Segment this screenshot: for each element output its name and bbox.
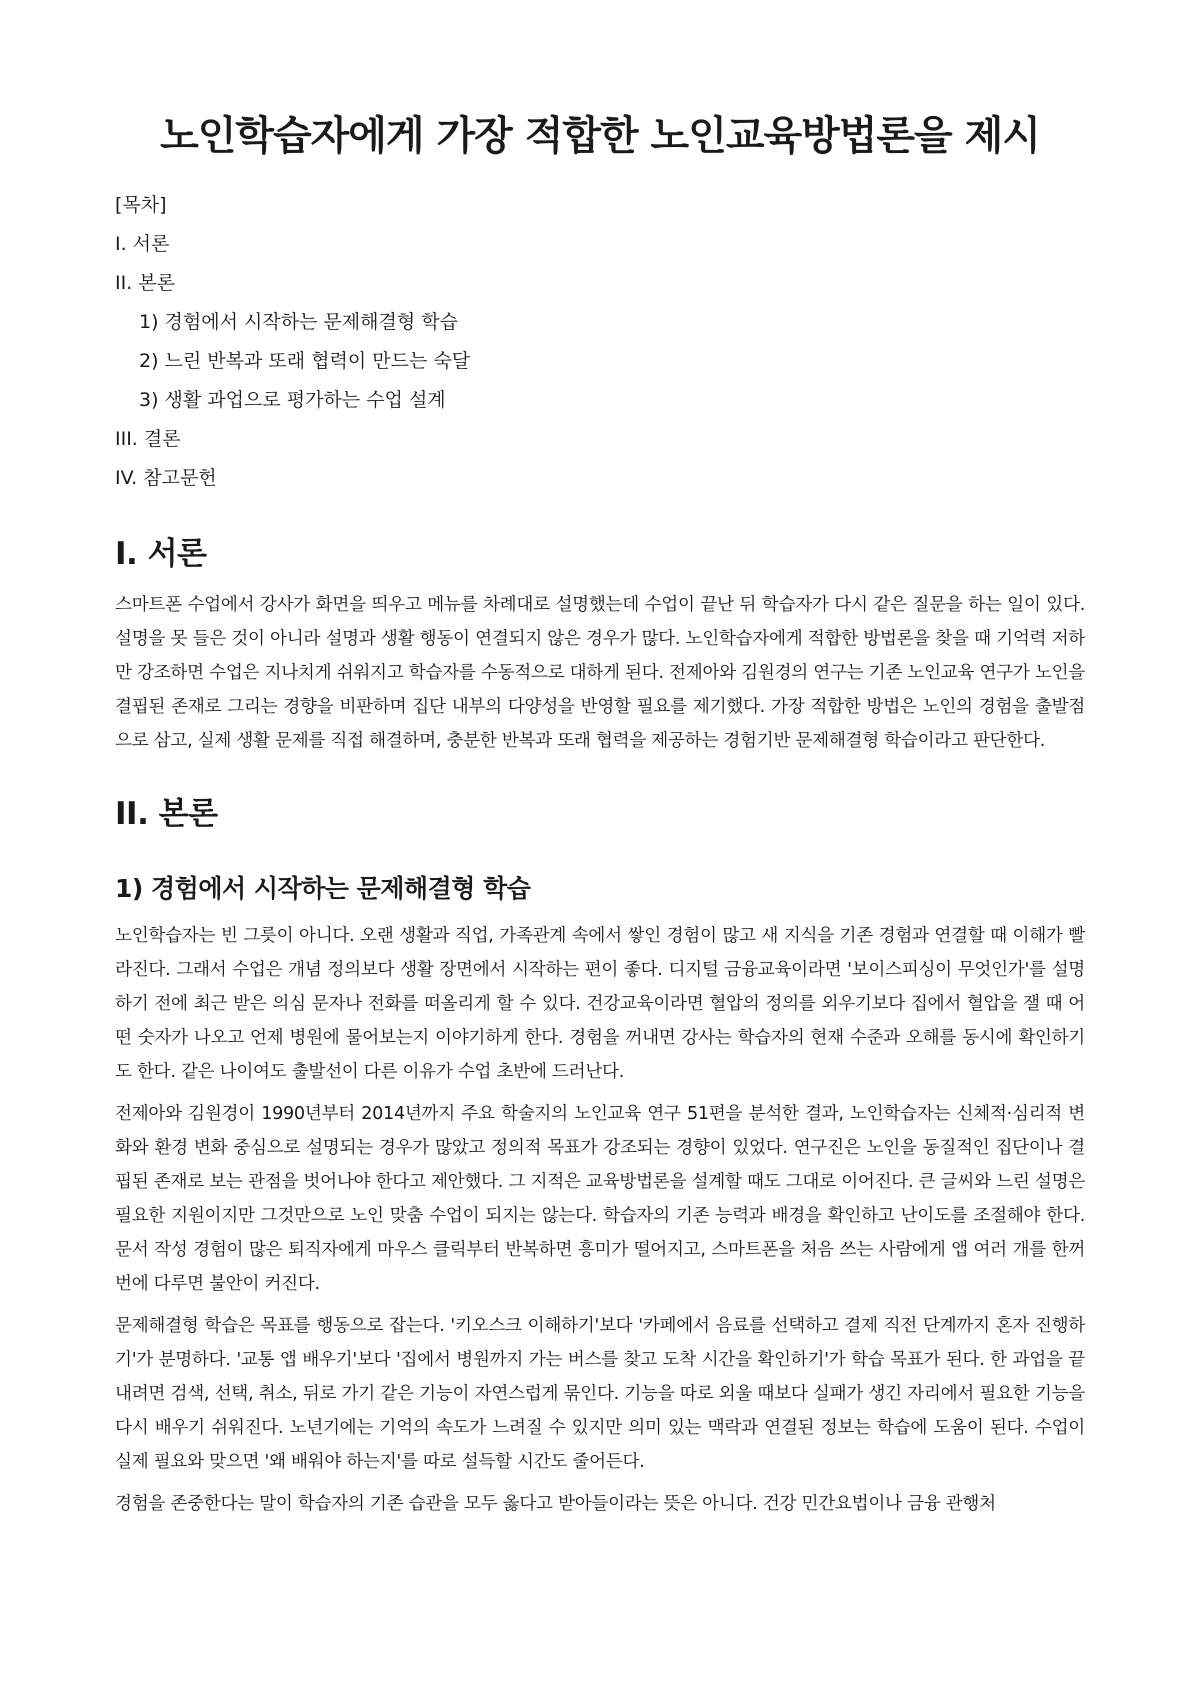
intro-section xyxy=(115,534,1085,758)
toc-heading: [목차] xyxy=(115,194,167,216)
toc-item-body: II. 본론 xyxy=(115,272,175,294)
document-title: 노인학습자에게 가장 적합한 노인교육방법론을 제시 xyxy=(160,113,1040,159)
intro-heading: I. 서론 xyxy=(115,536,207,572)
toc-item-conclusion: III. 결론 xyxy=(115,428,181,450)
subsection-1-paragraph: 경험을 존중한다는 말이 학습자의 기존 습관을 모두 옳다고 받아들이라는 뜻은 아니다. 건강 민간요법이나 금융 관행처 xyxy=(115,1494,996,1515)
subsection-1-paragraph: 노인학습자는 빈 그릇이 아니다. 오랜 생활과 직업, 가족관계 속에서 쌓인 경험이 많고 새 지식을 기존 경험과 연결할 때 이해가 빨라진다. 그래서 수업은 개념 정의보다 생활 장면에서 시작하는 편이 좋다. 디지털 금융교육이라면 '보이스피싱이 무엇인가'를 설명하기 전에 최근 받은 의심 문자나 전화를 떠올리게 할 수 있다. 건강교육이라면 혈압의 정의를 외우기보다 집에서 혈압을 잴 때 어떤 숫자가 나오고 언제 병원에 물어보는지 이야기하게 한다. 경험을 꺼내면 강사는 학습자의 현재 수준과 오해를 동시에 확인하기도 한다. 같은 나이여도 출발선이 다른 이유가 수업 초반에 드러난다. xyxy=(115,926,1085,1083)
intro-paragraph: 스마트폰 수업에서 강사가 화면을 띄우고 메뉴를 차례대로 설명했는데 수업이 끝난 뒤 학습자가 다시 같은 질문을 하는 일이 있다. 설명을 못 들은 것이 아니라 설명과 생활 행동이 연결되지 않은 경우가 많다. 노인학습자에게 적합한 방법론을 찾을 때 기억력 저하만 강조하면 수업은 지나치게 쉬워지고 학습자를 수동적으로 대하게 된다. 전제아와 김원경의 연구는 기존 노인교육 연구가 노인을 결핍된 존재로 그리는 경향을 비판하며 집단 내부의 다양성을 반영할 필요를 제기했다. 가장 적합한 방법은 노인의 경험을 출발점으로 삼고, 실제 생활 문제를 직접 해결하며, 충분한 반복과 또래 협력을 제공하는 경험기반 문제해결형 학습이라고 판단한다. xyxy=(115,595,1085,752)
toc-item-body-3: 3) 생활 과업으로 평가하는 수업 설계 xyxy=(139,389,446,411)
body-subsection-1 xyxy=(115,873,1085,1522)
subsection-1-heading: 1) 경험에서 시작하는 문제해결형 학습 xyxy=(115,873,531,903)
toc-item-body-2: 2) 느린 반복과 또래 협력이 만드는 숙달 xyxy=(139,350,471,372)
toc-item-references: IV. 참고문헌 xyxy=(115,467,217,489)
subsection-1-paragraph: 전제아와 김원경이 1990년부터 2014년까지 주요 학술지의 노인교육 연구 51편을 분석한 결과, 노인학습자는 신체적·심리적 변화와 환경 변화 중심으로 설명되는 경우가 많았고 정의적 목표가 강조되는 경향이 있었다. 연구진은 노인을 동질적인 집단이나 결핍된 존재로 보는 관점을 벗어나야 한다고 제안했다. 그 지적은 교육방법론을 설계할 때도 그대로 이어진다. 큰 글씨와 느린 설명은 필요한 지원이지만 그것만으로 노인 맞춤 수업이 되지는 않는다. 학습자의 기존 능력과 배경을 확인하고 난이도를 조절해야 한다. 문서 작성 경험이 많은 퇴직자에게 마우스 클릭부터 반복하면 흥미가 떨어지고, 스마트폰을 처음 쓰는 사람에게 앱 여러 개를 한꺼번에 다루면 불안이 커진다. xyxy=(115,1104,1085,1295)
toc-item-intro: I. 서론 xyxy=(115,233,170,255)
toc-item-body-1: 1) 경험에서 시작하는 문제해결형 학습 xyxy=(139,311,458,333)
table-of-contents xyxy=(115,186,1085,498)
subsection-1-paragraph: 문제해결형 학습은 목표를 행동으로 잡는다. '키오스크 이해하기'보다 '카페에서 음료를 선택하고 결제 직전 단계까지 혼자 진행하기'가 분명하다. '교통 앱 배우기'보다 '집에서 병원까지 가는 버스를 찾고 도착 시간을 확인하기'가 학습 목표가 된다. 한 과업을 끝내려면 검색, 선택, 취소, 뒤로 가기 같은 기능이 자연스럽게 묶인다. 기능을 따로 외울 때보다 실패가 생긴 자리에서 필요한 기능을 다시 배우기 쉬워진다. 노년기에는 기억의 속도가 느려질 수 있지만 의미 있는 맥락과 연결된 정보는 학습에 도움이 된다. 수업이 실제 필요와 맞으면 '왜 배워야 하는지'를 따로 설득할 시간도 줄어든다. xyxy=(115,1316,1085,1473)
body-section xyxy=(115,794,1085,834)
body-heading: II. 본론 xyxy=(115,796,218,833)
